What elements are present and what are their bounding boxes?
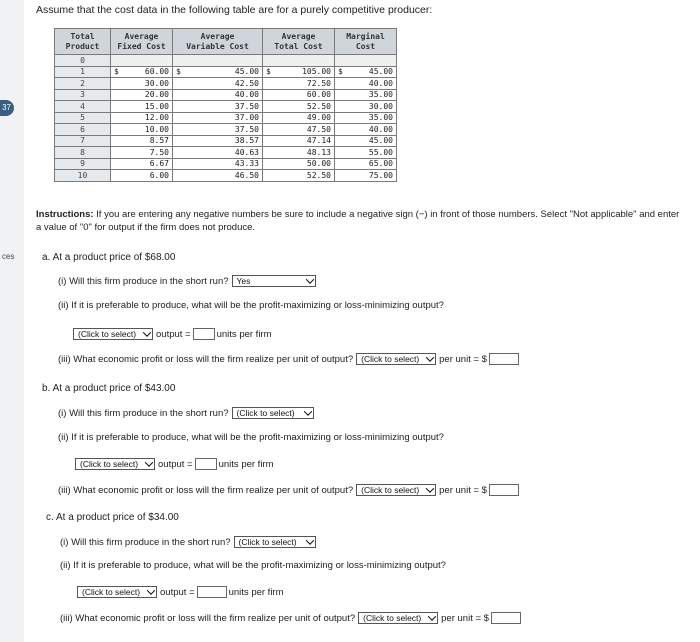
cell-total-product: 8 bbox=[55, 147, 111, 159]
cell-total-product: 5 bbox=[55, 112, 111, 124]
table-row bbox=[55, 78, 397, 90]
cell-atc bbox=[263, 147, 335, 159]
cell-afc bbox=[111, 78, 173, 90]
part-c-output-input[interactable] bbox=[197, 586, 227, 598]
cell-value: 50.00 bbox=[306, 159, 331, 169]
left-sidebar-strip bbox=[0, 0, 24, 642]
cell-avc bbox=[173, 124, 263, 136]
cell-avc bbox=[173, 78, 263, 90]
part-b-per-unit-input[interactable] bbox=[489, 484, 519, 496]
cell-value: 37.50 bbox=[234, 124, 259, 134]
cell-value: 37.50 bbox=[234, 101, 259, 111]
cell-value: 52.50 bbox=[306, 101, 331, 111]
cell-value: 20.00 bbox=[144, 90, 169, 100]
part-c-q1 bbox=[60, 536, 319, 548]
cell-avc bbox=[173, 135, 263, 147]
part-a-produce-select[interactable] bbox=[232, 275, 316, 287]
chevron-down-icon bbox=[305, 275, 313, 283]
cell-mc bbox=[335, 147, 397, 159]
cell-value: 47.14 bbox=[306, 136, 331, 146]
cell-avc bbox=[173, 89, 263, 101]
cell-mc bbox=[335, 78, 397, 90]
part-c-q1-text: (i) Will this firm produce in the short run? bbox=[60, 536, 231, 548]
cell-mc bbox=[335, 89, 397, 101]
part-b-q1-text: (i) Will this firm produce in the short run? bbox=[58, 407, 229, 419]
chevron-down-icon bbox=[305, 536, 313, 544]
cell-value: 45.00 bbox=[368, 67, 393, 77]
cell-value: 47.50 bbox=[306, 124, 331, 134]
cell-afc bbox=[111, 55, 173, 67]
select-value: (Click to select) bbox=[236, 408, 295, 418]
cell-afc bbox=[111, 124, 173, 136]
instructions-label: Instructions: bbox=[36, 209, 94, 220]
cell-value: 40.00 bbox=[234, 90, 259, 100]
cell-avc bbox=[173, 158, 263, 170]
cell-afc bbox=[111, 101, 173, 113]
part-b-q2: (ii) If it is preferable to produce, what will be the profit-maximizing or loss-minimizing output? bbox=[58, 432, 444, 443]
question-number-badge[interactable]: 37 bbox=[0, 100, 14, 116]
cell-avc bbox=[173, 101, 263, 113]
cell-atc bbox=[263, 170, 335, 182]
part-b-output-type-select[interactable] bbox=[75, 458, 155, 470]
currency-symbol: $ bbox=[338, 67, 343, 77]
part-a-output-input[interactable] bbox=[193, 328, 215, 340]
cell-mc bbox=[335, 135, 397, 147]
chevron-down-icon bbox=[426, 353, 434, 361]
cell-atc bbox=[263, 135, 335, 147]
cell-afc bbox=[111, 135, 173, 147]
select-value: (Click to select) bbox=[238, 537, 297, 547]
part-a-heading: a. At a product price of $68.00 bbox=[42, 252, 176, 263]
table-row bbox=[55, 124, 397, 136]
chevron-down-icon bbox=[428, 612, 436, 620]
table-row bbox=[55, 158, 397, 170]
cell-value: 38.57 bbox=[234, 136, 259, 146]
output-label: output = bbox=[156, 328, 191, 340]
cell-value: 48.13 bbox=[306, 147, 331, 157]
part-a-q3 bbox=[58, 353, 521, 365]
cell-value: 6.00 bbox=[149, 170, 169, 180]
units-label: units per firm bbox=[216, 328, 272, 340]
part-c-q3-text: (iii) What economic profit or loss will the firm realize per unit of output? bbox=[60, 612, 356, 624]
table-row bbox=[55, 101, 397, 113]
output-label: output = bbox=[160, 586, 195, 598]
table-row bbox=[55, 170, 397, 182]
part-b-q3-text: (iii) What economic profit or loss will the firm realize per unit of output? bbox=[58, 484, 354, 496]
cell-value: 35.00 bbox=[368, 113, 393, 123]
cell-value: 7.50 bbox=[149, 147, 169, 157]
select-value: (Click to select) bbox=[80, 459, 139, 469]
cell-total-product: 4 bbox=[55, 101, 111, 113]
cell-afc bbox=[111, 89, 173, 101]
part-b-output-row bbox=[72, 458, 274, 470]
part-c-produce-select[interactable] bbox=[234, 536, 316, 548]
cell-value: 15.00 bbox=[144, 101, 169, 111]
part-b-q3 bbox=[58, 484, 521, 496]
cell-total-product: 2 bbox=[55, 78, 111, 90]
cell-avc bbox=[173, 112, 263, 124]
cell-total-product: 3 bbox=[55, 89, 111, 101]
cell-mc bbox=[335, 170, 397, 182]
select-value: Yes bbox=[236, 276, 251, 286]
cell-value: 10.00 bbox=[144, 124, 169, 134]
part-c-profit-loss-select[interactable] bbox=[358, 612, 438, 624]
part-a-per-unit-input[interactable] bbox=[489, 353, 519, 365]
header-average-variable-cost: Average Variable Cost bbox=[173, 29, 263, 55]
cell-atc bbox=[263, 158, 335, 170]
select-value: (Click to select) bbox=[361, 354, 420, 364]
per-unit-label: per unit = $ bbox=[441, 612, 489, 624]
cell-value: 49.00 bbox=[306, 113, 331, 123]
table-row bbox=[55, 135, 397, 147]
cell-mc bbox=[335, 101, 397, 113]
header-average-total-cost: Average Total Cost bbox=[263, 29, 335, 55]
cell-afc bbox=[111, 112, 173, 124]
cell-value: 6.67 bbox=[149, 159, 169, 169]
intro-text: Assume that the cost data in the following table are for a purely competitive producer: bbox=[36, 4, 433, 16]
part-b-q1 bbox=[58, 407, 317, 419]
cell-value: 60.00 bbox=[306, 90, 331, 100]
part-c-output-row bbox=[74, 586, 284, 598]
part-a-profit-loss-select[interactable] bbox=[356, 353, 436, 365]
select-value: (Click to select) bbox=[363, 613, 422, 623]
sidebar-label: ces bbox=[2, 252, 15, 261]
part-c-heading: c. At a product price of $34.00 bbox=[46, 512, 179, 523]
cell-value: 40.00 bbox=[368, 124, 393, 134]
cell-afc bbox=[111, 158, 173, 170]
part-a-q3-text: (iii) What economic profit or loss will the firm realize per unit of output? bbox=[58, 353, 354, 365]
currency-symbol: $ bbox=[176, 67, 181, 77]
cell-atc bbox=[263, 112, 335, 124]
header-average-fixed-cost: Average Fixed Cost bbox=[111, 29, 173, 55]
table-row bbox=[55, 66, 397, 78]
cell-atc bbox=[263, 55, 335, 67]
output-label: output = bbox=[158, 458, 193, 470]
part-b-profit-loss-select[interactable] bbox=[356, 484, 436, 496]
cell-value: 46.50 bbox=[234, 170, 259, 180]
cell-mc bbox=[335, 158, 397, 170]
part-b-produce-select[interactable] bbox=[232, 407, 314, 419]
cell-value: 37.00 bbox=[234, 113, 259, 123]
currency-symbol: $ bbox=[266, 67, 271, 77]
cell-value: 40.00 bbox=[368, 78, 393, 88]
header-marginal-cost: Marginal Cost bbox=[335, 29, 397, 55]
cell-value: 8.57 bbox=[149, 136, 169, 146]
select-value: (Click to select) bbox=[361, 485, 420, 495]
chevron-down-icon bbox=[426, 484, 434, 492]
cell-mc bbox=[335, 55, 397, 67]
part-b-heading: b. At a product price of $43.00 bbox=[42, 383, 176, 394]
cell-avc bbox=[173, 66, 263, 78]
cell-mc bbox=[335, 66, 397, 78]
cell-total-product: 1 bbox=[55, 66, 111, 78]
part-b-output-input[interactable] bbox=[195, 458, 217, 470]
chevron-down-icon bbox=[143, 328, 151, 336]
cell-value: 45.00 bbox=[234, 67, 259, 77]
units-label: units per firm bbox=[218, 458, 274, 470]
select-value: (Click to select) bbox=[78, 329, 137, 339]
cell-atc bbox=[263, 66, 335, 78]
cell-value: 42.50 bbox=[234, 78, 259, 88]
cell-atc bbox=[263, 78, 335, 90]
cell-avc bbox=[173, 55, 263, 67]
instructions bbox=[36, 208, 686, 234]
part-c-output-type-select[interactable] bbox=[77, 586, 157, 598]
part-a-q1 bbox=[58, 275, 319, 287]
per-unit-label: per unit = $ bbox=[439, 484, 487, 496]
cell-mc bbox=[335, 124, 397, 136]
cell-atc bbox=[263, 89, 335, 101]
currency-symbol: $ bbox=[114, 67, 119, 77]
table-row bbox=[55, 89, 397, 101]
cost-data-table bbox=[54, 28, 397, 182]
cell-value: 60.00 bbox=[144, 67, 169, 77]
cell-atc bbox=[263, 124, 335, 136]
cell-avc bbox=[173, 147, 263, 159]
cell-value: 55.00 bbox=[368, 147, 393, 157]
table-row bbox=[55, 147, 397, 159]
cell-value: 45.00 bbox=[368, 136, 393, 146]
chevron-down-icon bbox=[147, 586, 155, 594]
cell-value: 65.00 bbox=[368, 159, 393, 169]
cell-value: 40.63 bbox=[234, 147, 259, 157]
cell-avc bbox=[173, 170, 263, 182]
instructions-text: If you are entering any negative numbers be sure to include a negative sign (−) in front of those numbers. Select "Not applicable" and enter a value of "0" for output if the firm does not produce. bbox=[36, 209, 680, 233]
cell-total-product: 9 bbox=[55, 158, 111, 170]
cell-value: 52.50 bbox=[306, 170, 331, 180]
part-a-output-type-select[interactable] bbox=[73, 328, 153, 340]
cell-total-product: 0 bbox=[55, 55, 111, 67]
cell-value: 12.00 bbox=[144, 113, 169, 123]
table-header-row bbox=[55, 29, 397, 55]
cell-value: 75.00 bbox=[368, 170, 393, 180]
table-row bbox=[55, 55, 397, 67]
units-label: units per firm bbox=[228, 586, 284, 598]
per-unit-label: per unit = $ bbox=[439, 353, 487, 365]
cell-afc bbox=[111, 66, 173, 78]
chevron-down-icon bbox=[303, 407, 311, 415]
cell-afc bbox=[111, 147, 173, 159]
cell-total-product: 7 bbox=[55, 135, 111, 147]
cell-afc bbox=[111, 170, 173, 182]
cell-value: 72.50 bbox=[306, 78, 331, 88]
select-value: (Click to select) bbox=[82, 587, 141, 597]
cell-value: 30.00 bbox=[368, 101, 393, 111]
part-a-q1-text: (i) Will this firm produce in the short run? bbox=[58, 275, 229, 287]
part-c-q2: (ii) If it is preferable to produce, what will be the profit-maximizing or loss-minimizing output? bbox=[60, 560, 446, 571]
table-row bbox=[55, 112, 397, 124]
chevron-down-icon bbox=[145, 458, 153, 466]
cell-total-product: 10 bbox=[55, 170, 111, 182]
cell-total-product: 6 bbox=[55, 124, 111, 136]
part-a-output-row bbox=[70, 328, 272, 340]
part-c-q3 bbox=[60, 612, 523, 624]
cell-value: 105.00 bbox=[302, 67, 331, 77]
cell-mc bbox=[335, 112, 397, 124]
cell-value: 43.33 bbox=[234, 159, 259, 169]
cell-atc bbox=[263, 101, 335, 113]
cell-value: 30.00 bbox=[144, 78, 169, 88]
cell-value: 35.00 bbox=[368, 90, 393, 100]
part-a-q2: (ii) If it is preferable to produce, what will be the profit-maximizing or loss-minimizing output? bbox=[58, 300, 444, 311]
header-total-product: Total Product bbox=[55, 29, 111, 55]
part-c-per-unit-input[interactable] bbox=[491, 612, 521, 624]
